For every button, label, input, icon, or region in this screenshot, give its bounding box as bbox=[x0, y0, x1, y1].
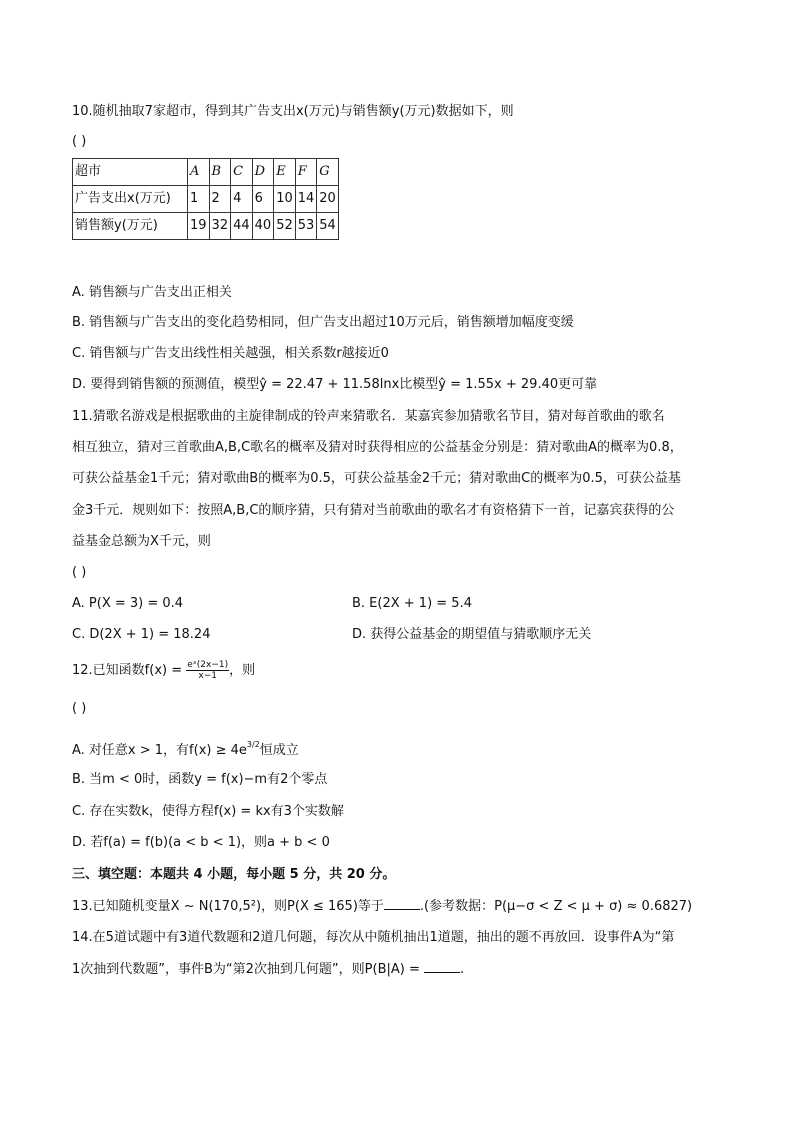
q12-option-a-suffix: 恒成立 bbox=[259, 743, 299, 758]
q12-option-a-exponent: 3/2 bbox=[246, 740, 260, 749]
q13-stem bbox=[72, 897, 692, 916]
q11-option-d: D. 获得公益基金的期望值与猜歌顺序无关 bbox=[352, 627, 592, 642]
q10-option-b: B. 销售额与广告支出的变化趋势相同，但广告支出超过10万元后，销售额增加幅度变缓 bbox=[72, 315, 574, 330]
answer-blank[interactable] bbox=[424, 960, 460, 973]
q10-option-d: D. 要得到销售额的预测值，模型ŷ = 22.47 + 11.58lnx比模型ŷ = 1.55x + 29.40更可靠 bbox=[72, 377, 598, 392]
q11-paren: ( ) bbox=[72, 565, 87, 580]
q11-stem-line4: 金3千元．规则如下：按照A,B,C的顺序猜，只有猜对当前歌曲的歌名才有资格猜下一首，记嘉宾获得的公 bbox=[72, 503, 675, 518]
q12-fraction-numerator: eˣ(2x−1) bbox=[187, 660, 229, 670]
q12-paren: ( ) bbox=[72, 701, 87, 716]
table-cell: 44 bbox=[231, 213, 253, 240]
q14-stem-suffix: . bbox=[460, 962, 465, 977]
table-cell: 20 bbox=[317, 186, 339, 213]
q10-option-a: A. 销售额与广告支出正相关 bbox=[72, 285, 232, 300]
q11-stem-line1: 11.猜歌名游戏是根据歌曲的主旋律制成的铃声来猜歌名．某嘉宾参加猜歌名节目，猜对每首歌曲的歌名 bbox=[72, 409, 665, 424]
q12-fraction-denominator: x−1 bbox=[198, 671, 217, 681]
q12-option-d: D. 若f(a) = f(b)(a < b < 1)，则a + b < 0 bbox=[72, 835, 330, 850]
answer-blank[interactable] bbox=[384, 897, 420, 910]
q11-option-a: A. P(X = 3) = 0.4 bbox=[72, 596, 184, 611]
table-row bbox=[73, 186, 339, 213]
q12-stem bbox=[72, 660, 255, 681]
q12-stem-prefix: 12.已知函数f(x) = bbox=[72, 663, 183, 678]
table-cell: 销售额y(万元) bbox=[73, 213, 188, 240]
table-cell: 6 bbox=[252, 186, 274, 213]
q14-stem-prefix: 1次抽到代数题”，事件B为“第2次抽到几何题”，则P(B|A) = bbox=[72, 962, 420, 977]
q10-data-table bbox=[72, 158, 339, 240]
table-cell: D bbox=[252, 159, 274, 186]
q12-option-c: C. 存在实数k，使得方程f(x) = kx有3个实数解 bbox=[72, 804, 344, 819]
table-row bbox=[73, 159, 339, 186]
table-cell: 1 bbox=[188, 186, 210, 213]
q13-stem-prefix: 13.已知随机变量X ~ N(170,5²)，则P(X ≤ 165)等于 bbox=[72, 899, 384, 914]
table-cell: 52 bbox=[274, 213, 296, 240]
q12-option-b: B. 当m < 0时，函数y = f(x)−m有2个零点 bbox=[72, 772, 328, 787]
table-cell: 广告支出x(万元) bbox=[73, 186, 188, 213]
table-cell: B bbox=[209, 159, 231, 186]
q12-option-a-text: A. 对任意x > 1，有f(x) ≥ 4e bbox=[72, 743, 247, 758]
table-cell: 19 bbox=[188, 213, 210, 240]
table-cell: A bbox=[188, 159, 210, 186]
q10-option-c: C. 销售额与广告支出线性相关越强，相关系数r越接近0 bbox=[72, 346, 389, 361]
q12-stem-suffix: ，则 bbox=[229, 663, 256, 678]
q12-fraction bbox=[186, 660, 229, 681]
table-cell: 超市 bbox=[73, 159, 188, 186]
table-cell: 14 bbox=[295, 186, 317, 213]
section-heading: 三、填空题：本题共 4 小题，每小题 5 分，共 20 分。 bbox=[72, 867, 396, 882]
table-row bbox=[73, 213, 339, 240]
q11-stem-line5: 益基金总额为X千元，则 bbox=[72, 534, 211, 549]
table-cell: C bbox=[231, 159, 253, 186]
q12-option-a bbox=[72, 736, 299, 760]
q11-stem-line2: 相互独立，猜对三首歌曲A,B,C歌名的概率及猜对时获得相应的公益基金分别是：猜对歌曲A的概率为0.8， bbox=[72, 440, 683, 455]
table-cell: E bbox=[274, 159, 296, 186]
q10-stem: 10.随机抽取7家超市，得到其广告支出x(万元)与销售额y(万元)数据如下，则 bbox=[72, 104, 514, 119]
table-cell: 32 bbox=[209, 213, 231, 240]
q14-stem-line2 bbox=[72, 960, 464, 979]
table-cell: F bbox=[295, 159, 317, 186]
table-cell: 2 bbox=[209, 186, 231, 213]
table-cell: 53 bbox=[295, 213, 317, 240]
q11-stem-line3: 可获公益基金1千元；猜对歌曲B的概率为0.5，可获公益基金2千元；猜对歌曲C的概率为0.5，可获公益基 bbox=[72, 471, 681, 486]
q10-paren: ( ) bbox=[72, 134, 87, 149]
q14-stem-line1: 14.在5道试题中有3道代数题和2道几何题，每次从中随机抽出1道题，抽出的题不再放回．设事件A为“第 bbox=[72, 930, 675, 945]
q11-option-b: B. E(2X + 1) = 5.4 bbox=[352, 596, 472, 611]
table-cell: 54 bbox=[317, 213, 339, 240]
q11-option-c: C. D(2X + 1) = 18.24 bbox=[72, 627, 211, 642]
table-cell: G bbox=[317, 159, 339, 186]
table-cell: 4 bbox=[231, 186, 253, 213]
table-cell: 10 bbox=[274, 186, 296, 213]
q13-stem-suffix: .(参考数据：P(μ−σ < Z < μ + σ) ≈ 0.6827) bbox=[419, 899, 693, 914]
table-cell: 40 bbox=[252, 213, 274, 240]
